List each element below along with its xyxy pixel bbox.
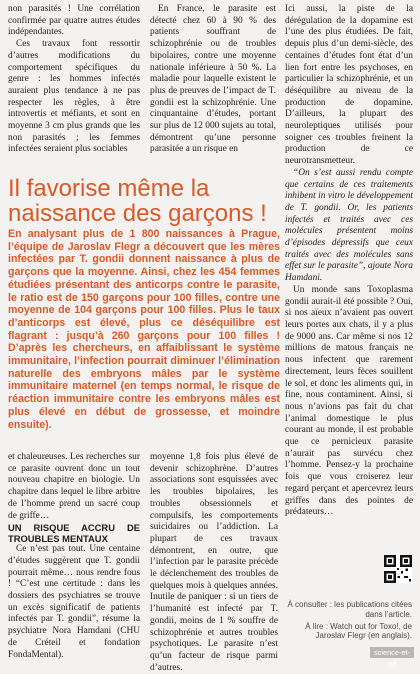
- source-tag: science-et-vie: [370, 647, 414, 658]
- box-lead-text: En analysant plus de 1 800 naissances à Prague, l’équipe de Jaroslav Flegr a découvert que les mères infectées par T. gondii donnent naissance à plus de garçons que la moyenne. Ainsi, chez les 454 femmes étudiées présentant des anticorps contre le parasite, le ratio est de 150 garçons pour 100 filles, contre une moyenne de 104 garçons pour 100 filles. Plus le taux d’anticorps est élevé, plus ce déséquilibre est flagrant : jusqu’à 260 garçons pour 100 filles ! D’après les chercheurs, en affaiblissant le système immunitaire, l’infection pourrait diminuer l’élimination naturelle des embryons mâles par le système immunitaire maternel (en temps normal, le risque de réaction immunitaire contre les embryons mâles est plus élevé en début de grossesse, et moindre ensuite).: [8, 228, 280, 431]
- section-subheading: UN RISQUE ACCRU DE TROUBLES MENTAUX: [8, 522, 140, 545]
- paragraph: En France, le parasite est détecté chez 60 à 90 % des patients souffrant de schizophrénie ou de troubles bipolaires, contre une moyenne nationale inférieure à 50 %. La maladie pour laquelle existent le plus de preuves de l’impact de T. gondii est la schizophrénie. Une cinquantaine d’études, portant sur plus de 12 000 sujets au total, démontrent qu’une personne parasitée a un risque en: [150, 4, 276, 155]
- right-column: [285, 4, 413, 519]
- box-headline: Il favorise même la naissance des garçons !: [8, 175, 267, 227]
- paragraph: moyenne 1,8 fois plus élevé de devenir schizophrène. D’autres associations sont esquissées avec les troubles bipolaires, les troubles obsessionnels et compulsifs, les comportements suicidaires ou l’addiction. La plupart de ces travaux démontrent, en outre, que l’infection par le parasite précède le déclenchement des troubles de quelques mois à quelques années. Inutile de paniquer : si un tiers de l’humanité est infecté par T. gondii, moins de 1 % souffre de schizophrénie et autres troubles psychotiques. Le parasite n’est qu’un facteur de risque parmi d’autres.: [150, 452, 278, 673]
- paragraph: Ce n’est pas tout. Une centaine d’études suggèrent que T. gondii pourrait même… nous rendre fous ! “C’est une certitude : dans les dossiers des psychiatres se trouve un excès significatif de patients infectés par T. gondii”, résume la psychiatre Nora Hamdani (CHU de Créteil et fondation FondaMental).: [8, 544, 140, 660]
- paragraph: Ici aussi, la piste de la dérégulation de la dopamine est l’une des plus étudiées. De fait, depuis plus d’un demi-siècle, des centaines d’études font état d’un lien fort entre les psychoses, en particulier la schizophrénie, et un déséquilibre au niveau de la production de dopamine. D’ailleurs, la plupart des neuroleptiques utilisés pour soigner ces troubles freinent la production de ce neurotransmetteur.: [285, 4, 413, 167]
- bottom-column-2: [150, 452, 278, 674]
- consult-note: À consulter : les publications citées dans l’article.: [287, 600, 412, 619]
- top-column-2: [150, 4, 276, 156]
- paragraph: Un monde sans Toxoplasma gondii aurait-il été possible ? Oui, si nos aïeux n’avaient pas ouvert leurs portes aux chats, il y a plus de 9000 ans. Car même si nos 12 millions de matous français ne nous infectent que rarement directement, leurs fèces souillent le sol, et donc les aliments qui, in fine, nous contaminent. Ainsi, si nous n’avions pas fait du chat l’animal domestique le plus courant au monde, il est probable que ce pernicieux parasite n’aurait pas survécu chez l’homme. Pensez-y la prochaine fois que vous croiserez leur regard perçant et apercevrez leurs griffes dans des pointes de prédateurs…: [285, 284, 413, 518]
- read-note: À lire : Watch out for Toxo!, de Jaroslav Flegr (en anglais).: [305, 621, 412, 641]
- sidebar-references: [286, 600, 412, 641]
- top-column-1: [8, 4, 140, 156]
- paragraph: non parasités ! Une corrélation confirmée par quatre autres études indépendantes.: [8, 4, 140, 38]
- paragraph: Ces travaux font ressortir d’autres modifications du comportement spécifiques du genre : les hommes infectés auraient plus tendance à ne pas respecter les règles, à être introvertis et méfiants, et sont en moyenne 3 cm plus grands que les non parasités ; les femmes infectées seraient plus sociables: [8, 39, 140, 155]
- bottom-column-1: [8, 452, 140, 661]
- paragraph: et chaleureuses. Les recherches sur ce parasite ouvrent donc un tout nouveau chapitre en biologie. Un chapitre dans lequel le libre arbitre de l’homme prend un sacré coup de griffe…: [8, 452, 140, 521]
- qr-code-icon[interactable]: [384, 555, 412, 583]
- quote-paragraph: “On s’est aussi rendu compte que certains de ces traitements inhibent in vitro le développement de T. gondii. Or, les patients infectés et traités avec ces molécules présentent moins d’épisodes dépressifs que ceux traités avec des molécules sans effet sur le parasite”, ajoute Nora Hamdani.: [285, 167, 413, 284]
